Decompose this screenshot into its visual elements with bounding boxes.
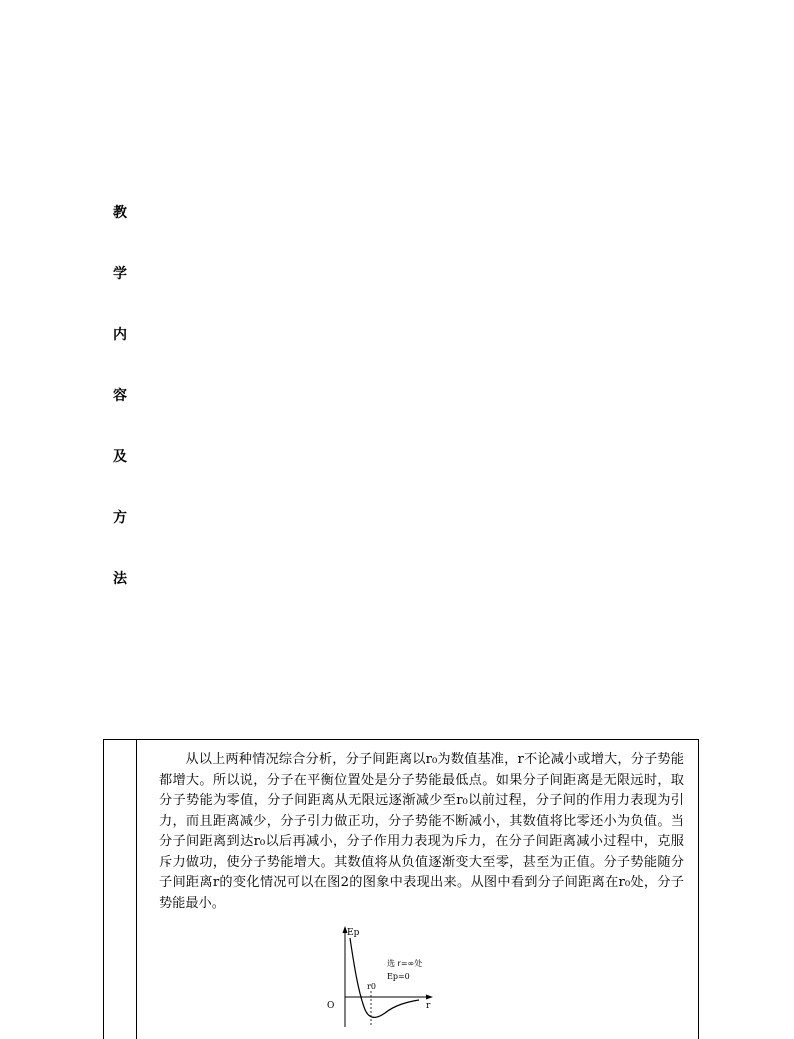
side-label-fang: 方 <box>113 510 127 526</box>
graph-note-line1: 选 r=∞处 <box>387 959 423 968</box>
column-divider <box>136 740 137 1039</box>
side-label-fa: 法 <box>113 571 127 587</box>
y-axis-label: Ep <box>347 928 360 938</box>
side-label-rong: 容 <box>113 388 127 404</box>
x-axis-arrow <box>426 995 433 1000</box>
side-label-xue: 学 <box>113 266 127 282</box>
origin-label: O <box>327 1001 335 1011</box>
side-label-jiao: 教 <box>113 205 127 221</box>
content-paragraph: 从以上两种情况综合分析，分子间距离以r₀为数值基准，r不论减小或增大，分子势能都增大。所以说，分子在平衡位置处是分子势能最低点。如果分子间距离是无限远时，取分子势能为零值，分子间距离从无限远逐渐减少至r₀以前过程，分子间的作用力表现为引力，而且距离减少，分子引力做正功，分子势能不断减小，其数值将比零还小为负值。当分子间距离到达r₀以后再减小，分子作用力表现为斥力，在分子间距离减小过程中，克服斥力做功，使分子势能增大。其数值将从负值逐渐变大至零，甚至为正值。分子势能随分子间距离r的变化情况可以在图2的图象中表现出来。从图中看到分子间距离在r₀处，分子势能最小。 <box>159 752 684 911</box>
r0-label: r0 <box>367 982 376 991</box>
side-label-ji: 及 <box>113 449 127 465</box>
graph-note-line2: Ep=0 <box>387 972 410 981</box>
side-label-nei: 内 <box>113 327 127 343</box>
x-axis-label: r <box>426 1001 431 1011</box>
potential-energy-graph <box>323 925 443 1028</box>
